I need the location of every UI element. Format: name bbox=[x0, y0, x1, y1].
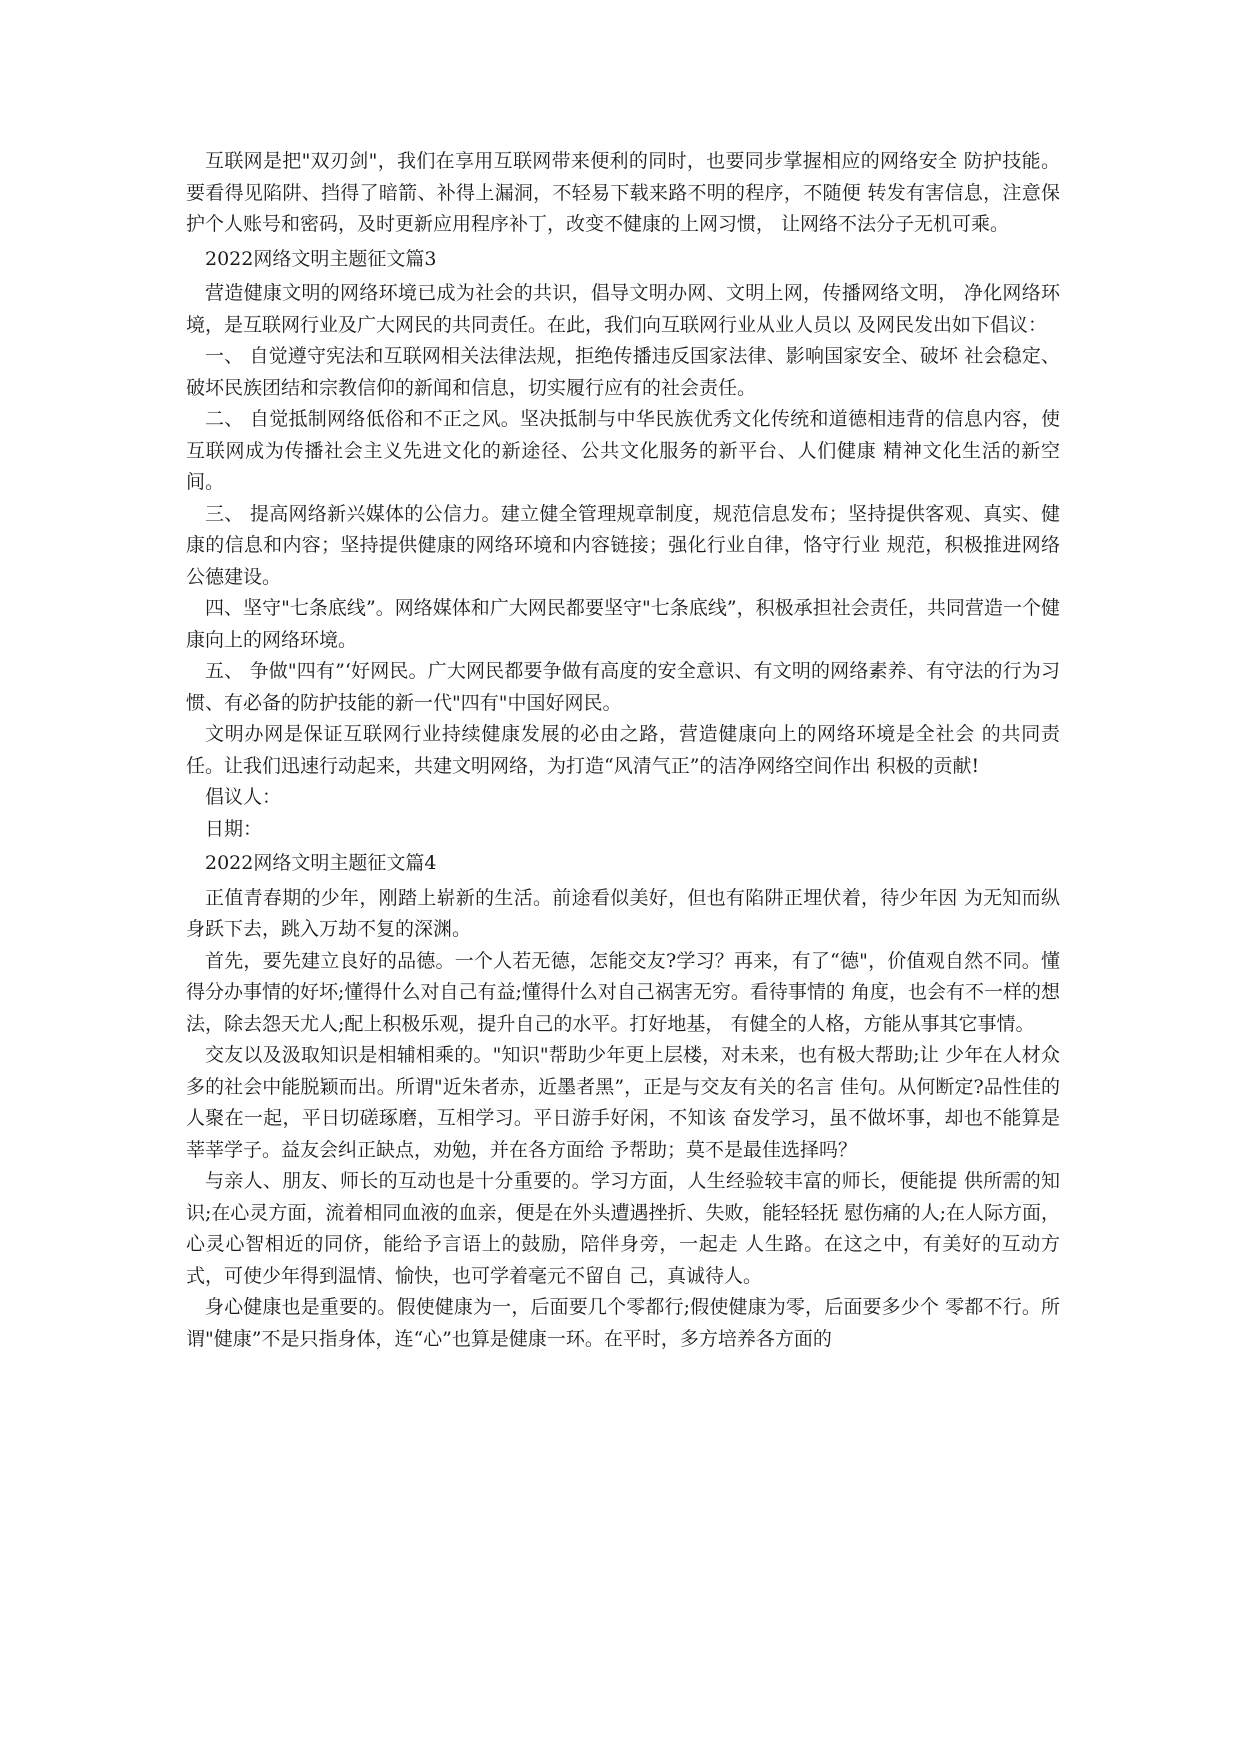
paragraph: 与亲人、朋友、师长的互动也是十分重要的。学习方面，人生经验较丰富的师长，便能提 供所需的知识;在心灵方面，流着相同血液的血亲，便是在外头遭遇挫折、失败，能轻轻抚 慰伤痛的人;在人际方面，心灵心智相近的同侪，能给予言语上的鼓励，陪伴身旁，一起走 人生路。在这之中，有美好的互动方式，可使少年得到温情、愉快，也可学着毫元不留自 己，真诚待人。 bbox=[186, 1170, 1060, 1287]
paragraph: 交友以及汲取知识是相辅相乘的。"知识"帮助少年更上层楼，对未来，也有极大帮助;让 少年在人材众多的社会中能脱颖而出。所谓"近朱者赤，近墨者黑”，正是与交友有关的名言 佳句。从何断定?品性佳的人聚在一起，平日切磋琢磨，互相学习。平日游手好闲，不知该 奋发学习，虽不做坏事，却也不能算是莘莘学子。益友会纠正缺点，劝勉，并在各方面给 予帮助；莫不是最佳选择吗？ bbox=[186, 1044, 1060, 1161]
date-label: 日期： bbox=[205, 817, 263, 840]
section-heading: 2022网络文明主题征文篇3 bbox=[205, 247, 437, 270]
paragraph: 一、 自觉遵守宪法和互联网相关法律法规，拒绝传播违反国家法律、影响国家安全、破坏 社会稳定、破坏民族团结和宗教信仰的新闻和信息，切实履行应有的社会责任。 bbox=[186, 345, 1060, 399]
paragraph: 身心健康也是重要的。假使健康为一，后面要几个零都行;假使健康为零，后面要多少个 零都不行。所谓"健康”不是只指身体，连“心”也算是健康一环。在平时，多方培养各方面的 bbox=[186, 1296, 1060, 1350]
paragraph: 首先，要先建立良好的品德。一个人若无德，怎能交友?学习？再来，有了“德"，价值观自然不同。懂得分办事情的好坏;懂得什么对自己有益;懂得什么对自己祸害无穷。看待事情的 角度，也会有不一样的想法，除去怨天尤人;配上积极乐观，提升自己的水平。打好地基， 有健全的人格，方能从事其它事情。 bbox=[186, 949, 1060, 1035]
paragraph: 正值青春期的少年，刚踏上崭新的生活。前途看似美好，但也有陷阱正埋伏着，待少年因 为无知而纵身跃下去，跳入万劫不复的深渊。 bbox=[186, 886, 1060, 940]
document-page bbox=[186, 146, 1060, 1355]
paragraph: 三、 提高网络新兴媒体的公信力。建立健全管理规章制度，规范信息发布；坚持提供客观、真实、健康的信息和内容；坚持提供健康的网络环境和内容链接；强化行业自律，恪守行业 规范，积极推进网络公德建设。 bbox=[186, 502, 1060, 588]
paragraph: 五、 争做"四有”‘好网民。广大网民都要争做有高度的安全意识、有文明的网络素养、有守法的行为习惯、有必备的防护技能的新一代"四有"中国好网民。 bbox=[186, 660, 1060, 714]
paragraph: 营造健康文明的网络环境已成为社会的共识，倡导文明办网、文明上网，传播网络文明， 净化网络环境，是互联网行业及广大网民的共同责任。在此，我们向互联网行业从业人员以 及网民发出如下倡议： bbox=[186, 282, 1060, 336]
section-heading: 2022网络文明主题征文篇4 bbox=[205, 852, 437, 874]
paragraph: 互联网是把"双刃剑"，我们在享用互联网带来便利的同时，也要同步掌握相应的网络安全 防护技能。要看得见陷阱、挡得了暗箭、补得上漏洞，不轻易下载来路不明的程序，不随便 转发有害信息，注意保护个人账号和密码，及时更新应用程序补丁，改变不健康的上网习惯， 让网络不法分子无机可乘。 bbox=[186, 150, 1060, 235]
paragraph: 二、 自觉抵制网络低俗和不正之风。坚决抵制与中华民族优秀文化传统和道德相违背的信息内容，使互联网成为传播社会主义先进文化的新途径、公共文化服务的新平台、人们健康 精神文化生活的新空间。 bbox=[186, 408, 1060, 493]
paragraph: 四、坚守"七条底线”。网络媒体和广大网民都要坚守"七条底线”，积极承担社会责任，共同营造一个健康向上的网络环境。 bbox=[186, 597, 1060, 651]
paragraph: 文明办网是保证互联网行业持续健康发展的必由之路，营造健康向上的网络环境是全社会 的共同责任。让我们迅速行动起来，共建文明网络，为打造“风清气正”的洁净网络空间作出 积极的贡献! bbox=[186, 723, 1060, 777]
signature-label: 倡议人： bbox=[205, 786, 282, 808]
